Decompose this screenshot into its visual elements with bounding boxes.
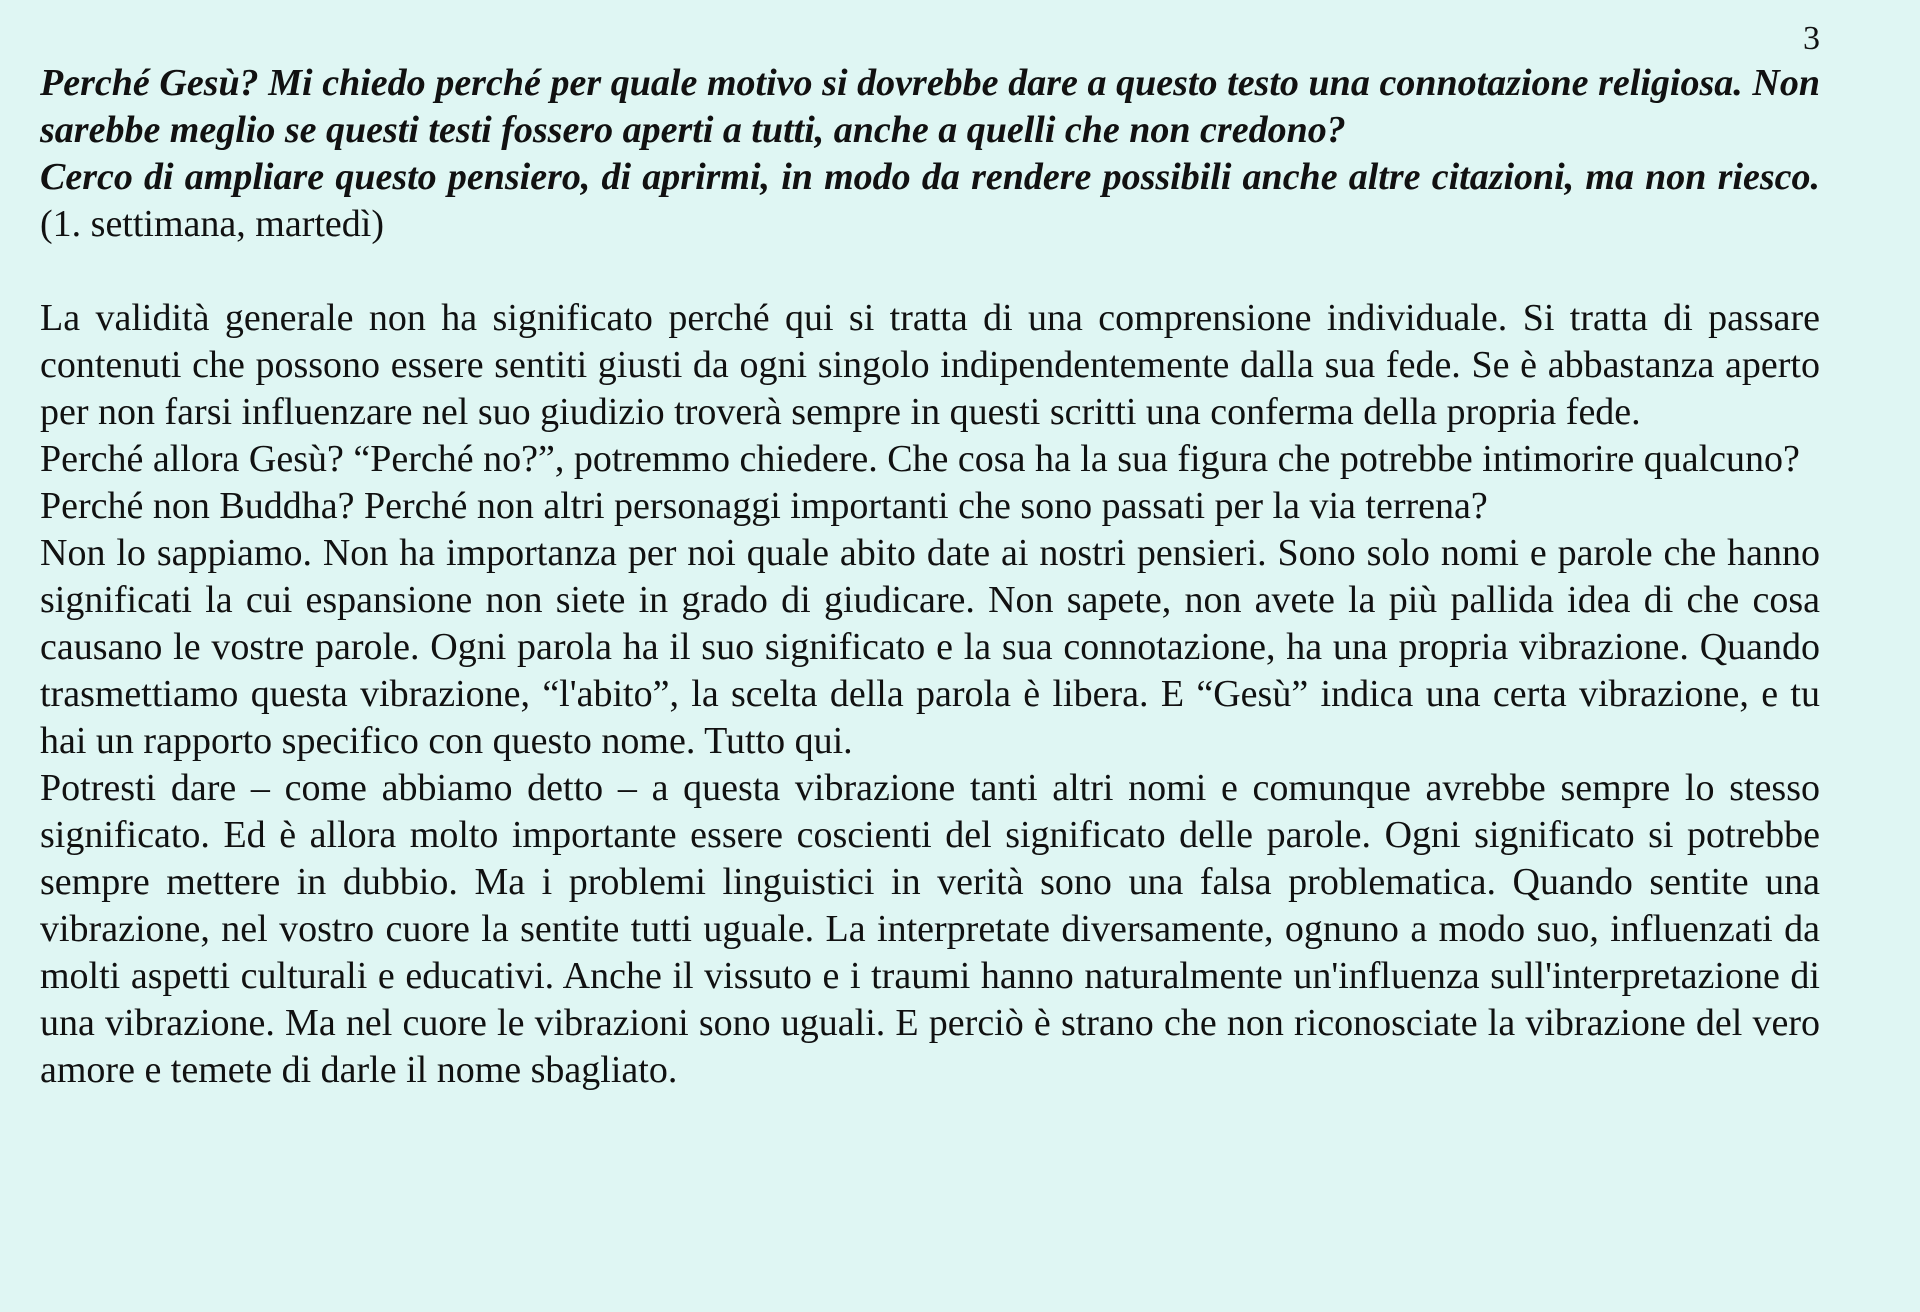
answer-paragraph-2: Perché allora Gesù? “Perché no?”, potremmo chiedere. Che cosa ha la sua figura che potrebbe intimorire qualcuno? xyxy=(40,438,1800,480)
answer-paragraph-4: Non lo sappiamo. Non ha importanza per noi quale abito date ai nostri pensieri. Sono solo nomi e parole che hanno significati la cui espansione non siete in grado di giudicare. Non sapete, non avete la più pallida idea di che cosa causano le vostre parole. Ogni parola ha il suo significato e la sua connotazione, ha una propria vibrazione. Quando trasmettiamo questa vibrazione, “l'abito”, la scelta della parola è libera. E “Gesù” indica una certa vibrazione, e tu hai un rapporto specifico con questo nome. Tutto qui. xyxy=(40,532,1820,762)
page-number: 3 xyxy=(1803,20,1820,57)
question-text-1: Perché Gesù? Mi chiedo perché per quale motivo si dovrebbe dare a questo testo una connotazione religiosa. Non sarebbe meglio se questi testi fossero aperti a tutti, anche a quelli che non credono? xyxy=(40,62,1820,151)
answer-paragraph-5: Potresti dare – come abbiamo detto – a questa vibrazione tanti altri nomi e comunque avrebbe sempre lo stesso significato. Ed è allora molto importante essere coscienti del significato delle parole. Ogni significato si potrebbe sempre mettere in dubbio. Ma i problemi linguistici in verità sono una falsa problematica. Quando sentite una vibrazione, nel vostro cuore la sentite tutti uguale. La interpretate diversamente, ognuno a modo suo, influenzati da molti aspetti culturali e educativi. Anche il vissuto e i traumi hanno naturalmente un'influenza sull'interpretazione di una vibrazione. Ma nel cuore le vibrazioni sono uguali. E perciò è strano che non riconosciate la vibrazione del vero amore e temete di darle il nome sbagliato. xyxy=(40,767,1820,1091)
question-attribution: (1. settimana, martedì) xyxy=(40,203,384,245)
question-text-2: Cerco di ampliare questo pensiero, di aprirmi, in modo da rendere possibili anche altre citazioni, ma non riesco. xyxy=(40,156,1820,198)
answer-paragraph-1: La validità generale non ha significato perché qui si tratta di una comprensione individuale. Si tratta di passare contenuti che possono essere sentiti giusti da ogni singolo indipendentemente dalla sua fede. Se è abbastanza aperto per non farsi influenzare nel suo giudizio troverà sempre in questi scritti una conferma della propria fede. xyxy=(40,297,1820,433)
question-paragraph-2 xyxy=(40,154,1820,248)
paragraph-spacer xyxy=(40,248,1820,295)
answer-paragraph-3: Perché non Buddha? Perché non altri personaggi importanti che sono passati per la via terrena? xyxy=(40,485,1488,527)
document-body xyxy=(40,60,1820,1094)
question-paragraph-1 xyxy=(40,60,1820,154)
